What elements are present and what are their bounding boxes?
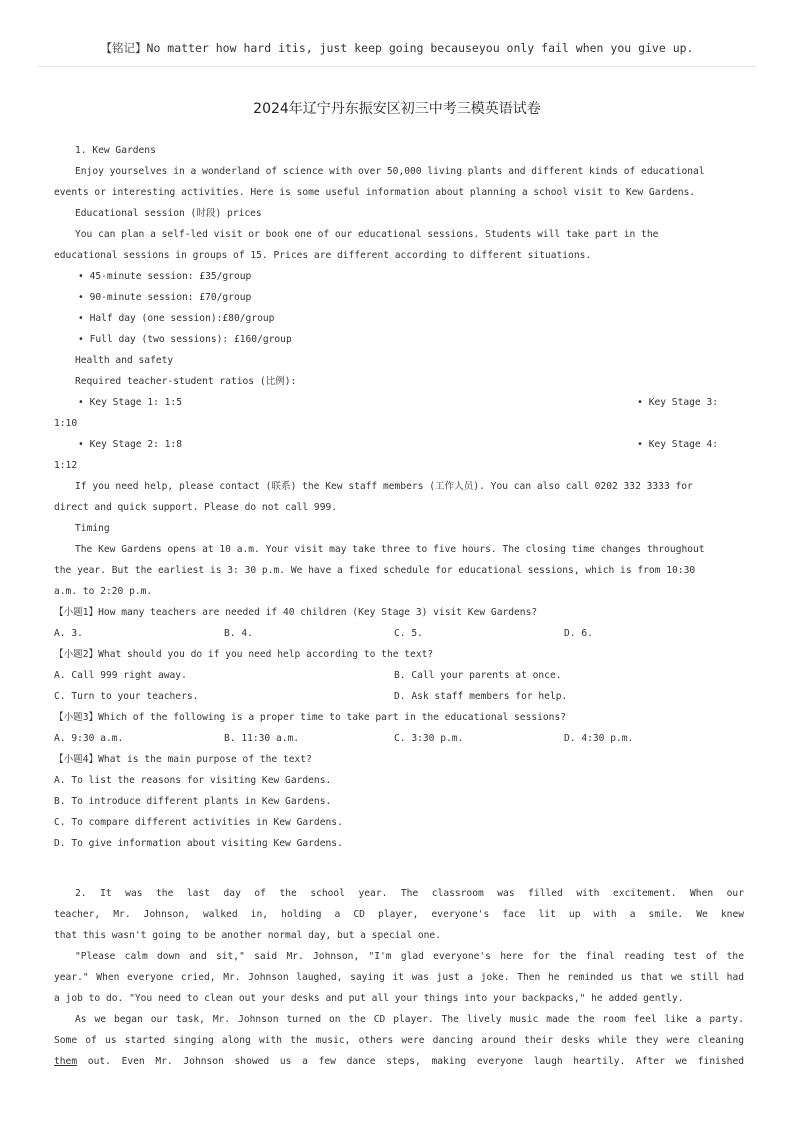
option-c[interactable]: C. 5.: [394, 628, 423, 639]
paragraph-line: Some of us started singing along with the music, others were dancing around their desks while they were cleaning: [54, 1035, 744, 1046]
document-body: [54, 140, 744, 1072]
price-item: • 45-minute session: £35/group: [54, 266, 744, 287]
header-divider: [38, 66, 756, 67]
option-b[interactable]: B. 11:30 a.m.: [224, 733, 300, 744]
underlined-word: them: [54, 1056, 78, 1067]
option-d[interactable]: D. 6.: [564, 628, 593, 639]
passage1-heading: 1. Kew Gardens: [75, 145, 156, 156]
options-row: [54, 728, 744, 749]
ratio-item: • Key Stage 2: 1:8: [78, 439, 182, 450]
option-a[interactable]: A. To list the reasons for visiting Kew Gardens.: [54, 775, 332, 786]
ratio-item: • Key Stage 1: 1:5: [78, 397, 182, 408]
question-stem: 【小题2】What should you do if you need help according to the text?: [54, 649, 434, 660]
paragraph-line: [54, 1051, 744, 1072]
option-c[interactable]: C. 3:30 p.m.: [394, 733, 464, 744]
option-a[interactable]: A. 3.: [54, 628, 83, 639]
ratio-row: [54, 392, 744, 413]
paragraph-line: 2. It was the last day of the school year. The classroom was filled with excitement. When our: [75, 888, 744, 899]
option-d[interactable]: D. To give information about visiting Kew Gardens.: [54, 838, 343, 849]
paragraph-line: year." When everyone cried, Mr. Johnson laughed, saying it was just a joke. Then he reminded us that we still had: [54, 972, 744, 983]
paragraph-text: out. Even Mr. Johnson showed us a few dance steps, making everyone laugh heartily. After we finished: [77, 1056, 744, 1067]
ratio-item: • Key Stage 4:: [637, 439, 718, 450]
ratio-value: 1:10: [54, 418, 78, 429]
paragraph-line: events or interesting activities. Here is some useful information about planning a school visit to Kew Gardens.: [54, 187, 696, 198]
question-stem: 【小题3】Which of the following is a proper time to take part in the educational sessions?: [54, 712, 567, 723]
paragraph-line: direct and quick support. Please do not call 999.: [54, 502, 338, 513]
section-heading: Required teacher-student ratios (比例):: [75, 376, 297, 387]
option-a[interactable]: A. Call 999 right away.: [54, 670, 187, 681]
ratio-value: 1:12: [54, 460, 78, 471]
price-item: • Half day (one session):£80/group: [54, 308, 744, 329]
section-heading: Timing: [75, 523, 110, 534]
question-stem: 【小题4】What is the main purpose of the text?: [54, 754, 312, 765]
page-title: 2024年辽宁丹东振安区初三中考三模英语试卷: [253, 101, 541, 117]
price-item: • Full day (two sessions): £160/group: [54, 329, 744, 350]
paragraph-line: You can plan a self-led visit or book one of our educational sessions. Students will take part in the: [75, 229, 659, 240]
motto-header: 【铭记】No matter how hard itis, just keep going becauseyou only fail when you give up.: [100, 41, 694, 55]
options-row: [54, 665, 744, 686]
option-d[interactable]: D. 4:30 p.m.: [564, 733, 634, 744]
paragraph-line: As we began our task, Mr. Johnson turned on the CD player. The lively music made the room feel like a party.: [75, 1014, 744, 1025]
option-a[interactable]: A. 9:30 a.m.: [54, 733, 124, 744]
paragraph-line: the year. But the earliest is 3: 30 p.m. We have a fixed schedule for educational sessions, which is from 10:30: [54, 565, 696, 576]
option-b[interactable]: B. Call your parents at once.: [394, 670, 562, 681]
question-stem: 【小题1】How many teachers are needed if 40 children (Key Stage 3) visit Kew Gardens?: [54, 607, 538, 618]
paragraph-line: teacher, Mr. Johnson, walked in, holding a CD player, everyone's face lit up with a smile. We knew: [54, 909, 744, 920]
paragraph-line: "Please calm down and sit," said Mr. Johnson, "I'm glad everyone's here for the final reading test of the: [75, 951, 744, 962]
section-heading: Health and safety: [75, 355, 174, 366]
paragraph-line: The Kew Gardens opens at 10 a.m. Your visit may take three to five hours. The closing time changes throughout: [75, 544, 705, 555]
paragraph-line: educational sessions in groups of 15. Prices are different according to different situations.: [54, 250, 592, 261]
section-heading: Educational session (时段) prices: [75, 208, 262, 219]
paragraph-line: Enjoy yourselves in a wonderland of science with over 50,000 living plants and different kinds of educational: [75, 166, 705, 177]
ratio-row: [54, 434, 744, 455]
option-d[interactable]: D. Ask staff members for help.: [394, 691, 568, 702]
ratio-item: • Key Stage 3:: [637, 397, 718, 408]
paragraph-line: a job to do. "You need to clean out your desks and put all your things into your backpacks," he added gently.: [54, 993, 684, 1004]
paragraph-line: If you need help, please contact (联系) the Kew staff members (工作人员). You can also call 0202 332 3333 for: [75, 481, 693, 492]
option-b[interactable]: B. To introduce different plants in Kew Gardens.: [54, 796, 332, 807]
paragraph-line: that this wasn't going to be another normal day, but a special one.: [54, 930, 441, 941]
options-row: [54, 623, 744, 644]
option-c[interactable]: C. Turn to your teachers.: [54, 691, 199, 702]
option-b[interactable]: B. 4.: [224, 628, 253, 639]
passage-gap: [54, 854, 744, 883]
paragraph-line: a.m. to 2:20 p.m.: [54, 586, 153, 597]
price-item: • 90-minute session: £70/group: [54, 287, 744, 308]
option-c[interactable]: C. To compare different activities in Kew Gardens.: [54, 817, 343, 828]
options-row: [54, 686, 744, 707]
